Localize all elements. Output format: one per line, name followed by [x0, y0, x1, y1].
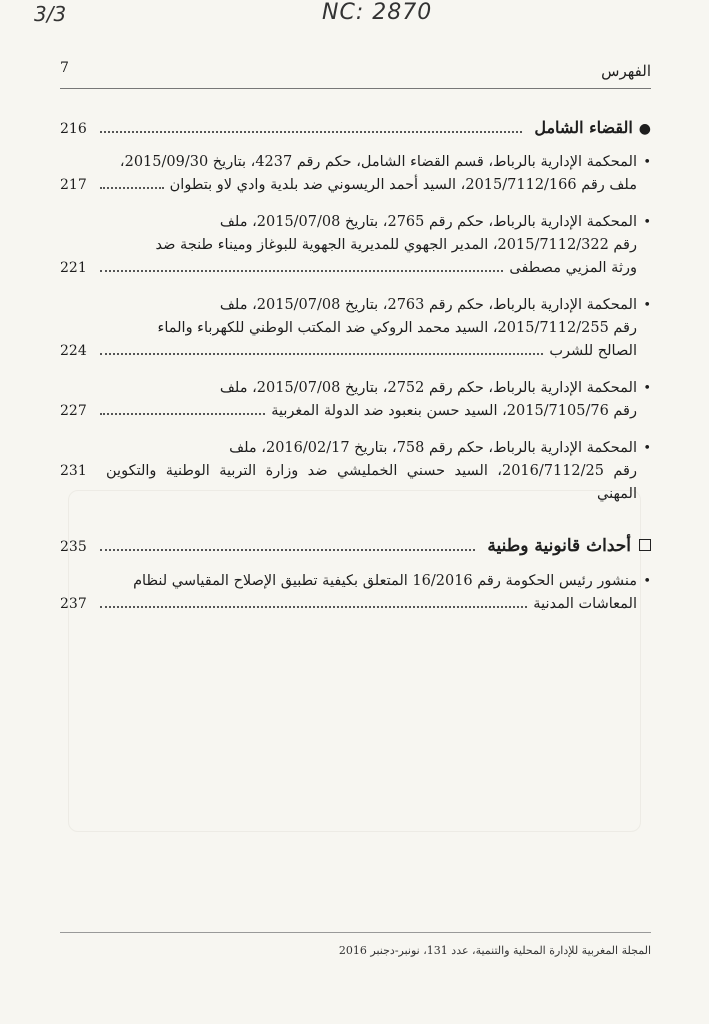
entry-line: المحكمة الإدارية بالرباط، حكم رقم 2765، بتاريخ 2015/07/08، ملف: [219, 214, 637, 230]
entry-line: ورثة المزيي مصطفى: [509, 260, 637, 276]
dot-leader: [100, 413, 265, 415]
entry-line: رقم 2015/7105/76، السيد حسن بنعبود ضد الدولة المغربية: [271, 403, 637, 419]
bullet-icon: •: [643, 155, 651, 170]
handwritten-page-marker: 3/3: [34, 2, 67, 26]
header-divider: [60, 88, 651, 89]
running-header-title: الفهرس: [601, 62, 651, 80]
bullet-icon: •: [643, 215, 651, 230]
dot-leader: [100, 187, 164, 189]
bullet-icon: •: [643, 381, 651, 396]
section-title: القضاء الشامل: [534, 118, 633, 137]
entry-line: رقم 2015/7112/322، المدير الجهوي للمديرية الجهوية للبوغاز وميناء طنجة ضد: [155, 237, 637, 253]
section-page-number: 235: [60, 539, 87, 555]
entry-page-number: 237: [60, 596, 87, 612]
toc-section-heading: [60, 118, 651, 137]
table-of-contents: [60, 118, 651, 630]
entry-page-number: 224: [60, 343, 87, 359]
dot-leader: [100, 270, 503, 272]
entry-line: المحكمة الإدارية بالرباط، حكم رقم 2763، بتاريخ 2015/07/08، ملف: [219, 297, 637, 313]
entry-line: رقم 2015/7112/255، السيد محمد الروكي ضد المكتب الوطني للكهرباء والماء: [157, 320, 637, 336]
toc-entry: [60, 151, 651, 197]
bullet-icon: •: [643, 441, 651, 456]
journal-footer: المجلة المغربية للإدارة المحلية والتنمية، عدد 131، نونبر-دجنبر 2016: [338, 944, 651, 957]
page-number: 7: [60, 60, 69, 76]
entry-line: المحكمة الإدارية بالرباط، حكم رقم 758، بتاريخ 2016/02/17، ملف: [229, 440, 637, 456]
footer-divider: [60, 932, 651, 933]
section-page-number: 216: [60, 121, 87, 137]
dot-leader: [100, 131, 522, 133]
entry-page-number: 231: [60, 463, 87, 479]
entry-line: رقم 2016/7112/25، السيد حسني الخمليشي ضد وزارة التربية الوطنية والتكوين المهني: [106, 463, 637, 502]
toc-entry: [60, 570, 651, 616]
entry-page-number: 221: [60, 260, 87, 276]
bullet-icon: •: [643, 298, 651, 313]
toc-entry: [60, 377, 651, 423]
toc-entry: [60, 211, 651, 280]
entry-page-number: 227: [60, 403, 87, 419]
entry-line: الصالح للشرب: [549, 343, 637, 359]
handwritten-reference: NC: 2870: [322, 0, 433, 25]
entry-line: المحكمة الإدارية بالرباط، حكم رقم 2752، بتاريخ 2015/07/08، ملف: [219, 380, 637, 396]
bullet-icon: •: [643, 574, 651, 589]
entry-line: المحكمة الإدارية بالرباط، قسم القضاء الشامل، حكم رقم 4237، بتاريخ 2015/09/30،: [119, 154, 637, 170]
square-bullet-icon: [639, 539, 651, 551]
toc-section-heading: [60, 536, 651, 556]
bullet-icon: ●: [638, 121, 651, 137]
entry-line: ملف رقم 2015/7112/166، السيد أحمد الريسوني ضد بلدية وادي لاو بتطوان: [169, 177, 637, 193]
section-title: أحداث قانونية وطنية: [487, 536, 631, 556]
toc-entry: [60, 294, 651, 363]
entry-page-number: 217: [60, 177, 87, 193]
dot-leader: [100, 549, 475, 551]
dot-leader: [100, 606, 527, 608]
entry-line: منشور رئيس الحكومة رقم 16/2016 المتعلق بكيفية تطبيق الإصلاح المقياسي لنظام: [133, 573, 637, 589]
toc-entry: [60, 437, 651, 506]
dot-leader: [100, 353, 543, 355]
entry-line: المعاشات المدنية: [533, 596, 637, 612]
